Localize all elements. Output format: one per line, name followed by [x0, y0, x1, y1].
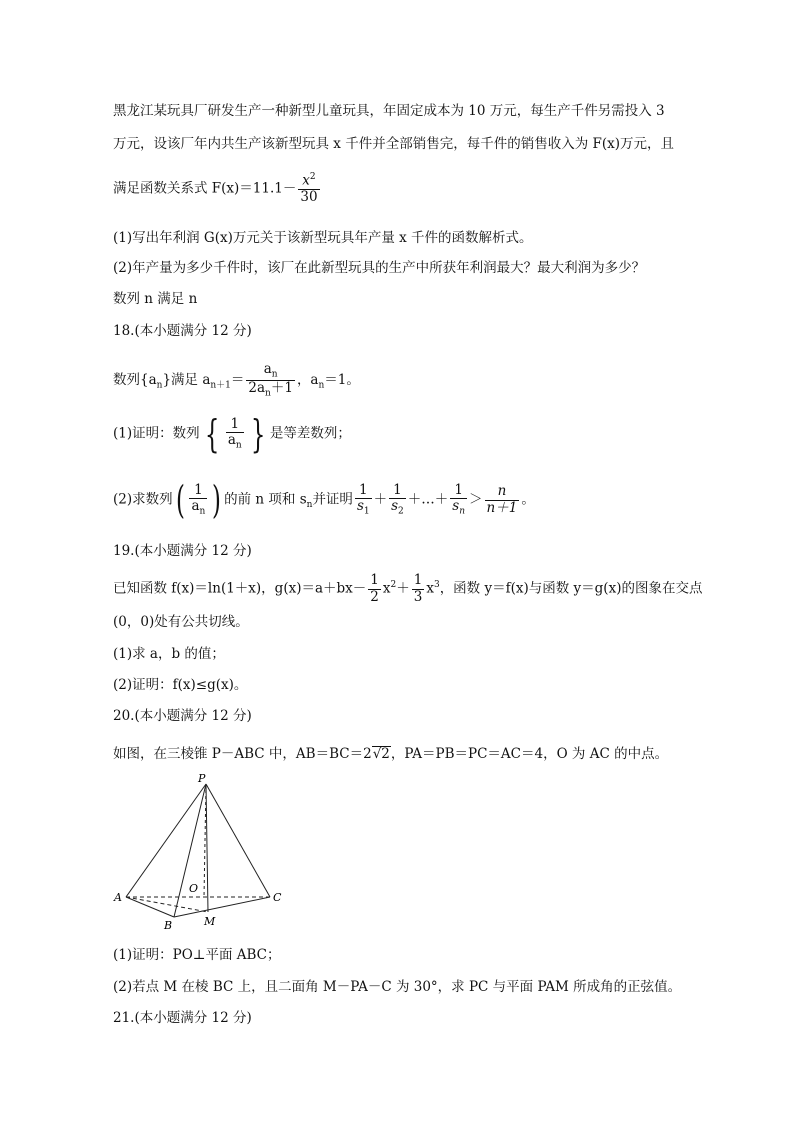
- problem-18-question-2: (2)求数列( $\frac{1}{a_n}$ ) 的前 n 项和 $s_n$并证明 $\frac{1}{s_1}$ ＋ $\frac{1}{s_2}$ ＋…＋ $\frac{1}{s_n}$ ＞ $\frac{n}{n+1}$ 。: [113, 478, 535, 522]
- intro-question-1: (1)写出年利润 G(x)万元关于该新型玩具年产量 x 千件的函数解析式。: [113, 230, 533, 246]
- fraction: $\frac{1}{2}$: [370, 572, 379, 605]
- problem-19-statement: 已知函数 f(x)＝ln(1＋x)，g(x)＝a＋bx－ $\frac{1}{2}$ $x^2+$ $\frac{1}{3}$ $x^3$，函数 y＝f(x)与函数 y＝g(x)的图象在交点: [113, 572, 703, 605]
- intro-line-2: 万元，设该厂年内共生产该新型玩具 x 千件并全部销售完，每千件的销售收入为 F(x)万元，且: [113, 136, 675, 152]
- fraction: $\frac{1}{a_n}$: [191, 481, 206, 517]
- problem-18-header: 18.(本小题满分 12 分): [113, 323, 252, 339]
- problem-19-question-2: (2)证明：f(x)≤g(x)。: [113, 677, 248, 693]
- problem-21-header: 21.(本小题满分 12 分): [113, 1010, 252, 1026]
- intro-line-3: 满足函数关系式 F(x)＝11.1－ $\frac{x^2}{30}$: [113, 172, 318, 206]
- problem-18-statement: 数列$\{a_n\}$满足 $a_{n+1}=$ $\frac{a_n}{2a_n+1}$ ，$a_n=1$。: [113, 361, 360, 399]
- problem-20-statement: 如图，在三棱锥 P－ABC 中，AB＝BC＝2√2，PA＝PB＝PC＝AC＝4，O 为 AC 的中点。: [113, 746, 669, 762]
- sqrt: √2: [372, 746, 390, 762]
- label-A: A: [114, 891, 122, 904]
- problem-18-question-1: (1)证明：数列 { $\frac{1}{a_n}$ } 是等差数列；: [113, 412, 351, 456]
- problem-19-header: 19.(本小题满分 12 分): [113, 543, 252, 559]
- problem-20-question-2: (2)若点 M 在棱 BC 上，且二面角 M－PA－C 为 30°，求 PC 与平面 PAM 所成角的正弦值。: [113, 979, 682, 995]
- fraction: $\frac{1}{s_2}$: [391, 481, 404, 517]
- problem-20-question-1: (1)证明：PO⊥平面 ABC；: [113, 947, 281, 963]
- intro-question-2: (2)年产量为多少千件时，该厂在此新型玩具的生产中所获年利润最大？最大利润为多少？: [113, 260, 646, 276]
- pyramid-figure: [110, 772, 290, 932]
- fraction: $\frac{1}{3}$: [413, 572, 423, 605]
- fraction: $\frac{1}{a_n}$: [227, 415, 242, 451]
- intro-extra-line: 数列 n 满足 n: [113, 291, 198, 307]
- problem-20-header: 20.(本小题满分 12 分): [113, 708, 252, 724]
- label-C: C: [273, 891, 282, 904]
- fraction: $\frac{1}{s_1}$: [356, 481, 370, 517]
- edge-AM: [126, 897, 208, 912]
- edge-PC: [206, 784, 270, 897]
- label-B: B: [164, 919, 173, 932]
- fraction: $\frac{1}{s_n}$: [452, 481, 466, 517]
- label-M: M: [204, 915, 216, 928]
- intro-line-1: 黑龙江某玩具厂研发生产一种新型儿童玩具，年固定成本为 10 万元，每生产千件另需投入 3: [113, 103, 665, 119]
- edge-PO: [204, 784, 206, 897]
- problem-19-question-1: (1)求 a，b 的值；: [113, 646, 225, 662]
- label-P: P: [198, 772, 206, 785]
- problem-19-statement-2: (0，0)处有公共切线。: [113, 614, 249, 630]
- edge-PM: [206, 784, 208, 912]
- edge-PA: [126, 784, 206, 897]
- fraction: $\frac{x^2}{30}$: [300, 172, 318, 206]
- fraction: $\frac{n}{n+1}$: [486, 482, 518, 516]
- edge-BC: [174, 897, 270, 917]
- label-O: O: [189, 882, 199, 895]
- fraction: $\frac{a_n}{2a_n+1}$: [248, 361, 293, 399]
- edge-AB: [126, 897, 174, 917]
